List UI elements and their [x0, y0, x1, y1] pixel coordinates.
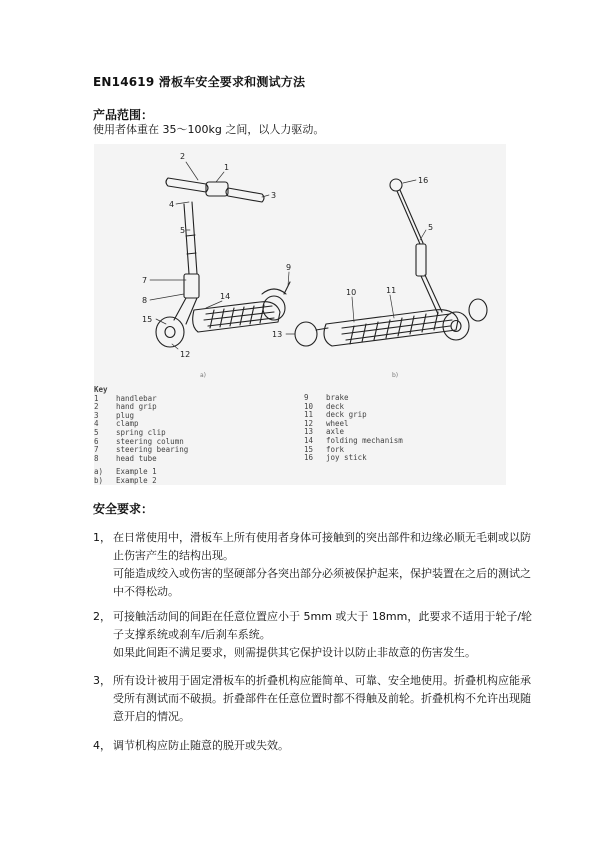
key-row: 2 hand grip [94, 402, 157, 412]
requirement-4: 4， 调节机构应防止随意的脱开或失效。 [93, 739, 289, 752]
key-legend-left [94, 386, 188, 486]
callout-12: 12 [180, 350, 191, 359]
example-row: a) Example 1 [94, 467, 157, 477]
scooter-a-drawing [156, 178, 290, 347]
scooter-b-drawing [295, 179, 487, 346]
key-row: 1 handlebar [94, 393, 157, 403]
callout-9: 9 [286, 263, 292, 272]
key-row: 11 deck grip [304, 410, 367, 420]
callout-11: 11 [386, 286, 397, 295]
callout-16: 16 [418, 176, 429, 185]
key-row: 16 joy stick [304, 453, 367, 463]
callout-7: 7 [142, 276, 148, 285]
key-row: 14 folding mechanism [304, 435, 403, 445]
callout-10: 10 [346, 288, 357, 297]
scope-heading: 产品范围： [93, 108, 154, 122]
callout-1: 1 [224, 163, 230, 172]
callout-3: 3 [271, 191, 277, 200]
callout-2: 2 [180, 152, 186, 161]
callout-5a: 5 [180, 226, 186, 235]
key-row: 7 steering bearing [94, 445, 189, 455]
caption-a: a) [200, 372, 207, 379]
callout-13: 13 [272, 330, 283, 339]
example-row: b) Example 2 [94, 475, 157, 485]
scooter-figure [94, 144, 506, 485]
callout-4: 4 [169, 200, 175, 209]
key-title: Key [94, 385, 108, 394]
requirement-2: 2， 可接触活动间的间距在任意位置应小于 5mm 或大于 18mm，此要求不适用于轮子/轮子支撑系统或刹车/后刹车系统。 如果此间距不满足要求，则需提供其它保护设计以防止非故意的伤害发生。 [93, 610, 533, 659]
key-row: 6 steering column [94, 436, 184, 446]
key-row: 13 axle [304, 427, 345, 437]
key-row: 12 wheel [304, 418, 349, 428]
caption-b: b) [392, 372, 399, 379]
scope-text: 使用者体重在 35～100kg 之间，以人力驱动。 [93, 123, 325, 136]
callout-14: 14 [220, 292, 231, 301]
callout-15: 15 [142, 315, 153, 324]
key-row: 10 deck [304, 401, 345, 411]
key-legend-right [304, 394, 403, 463]
requirement-3: 3， 所有设计被用于固定滑板车的折叠机构应能简单、可靠、安全地使用。折叠机构应能承受所有测试而不破损。折叠部件在任意位置时都不得触及前轮。折叠机构不允许出现随意开启的情况。 [93, 674, 531, 723]
safety-heading: 安全要求： [93, 502, 154, 516]
key-row: 5 spring clip [94, 427, 166, 437]
callout-8: 8 [142, 296, 148, 305]
requirement-1: 1， 在日常使用中，滑板车上所有使用者身体可接触到的突出部件和边缘必顺无毛刺或以防止伤害产生的结构出现。 可能造成绞入或伤害的坚硬部分各突出部分必须被保护起来，保护装置在之后的测试之中不得松动。 [93, 531, 531, 598]
document-title: EN14619 滑板车安全要求和测试方法 [93, 75, 306, 89]
key-row: 4 clamp [94, 419, 139, 429]
key-row: 15 fork [304, 444, 345, 454]
key-row: 3 plug [94, 410, 135, 420]
key-row: 9 brake [304, 393, 349, 402]
key-row: 8 head tube [94, 453, 157, 463]
callout-5b: 5 [428, 223, 434, 232]
